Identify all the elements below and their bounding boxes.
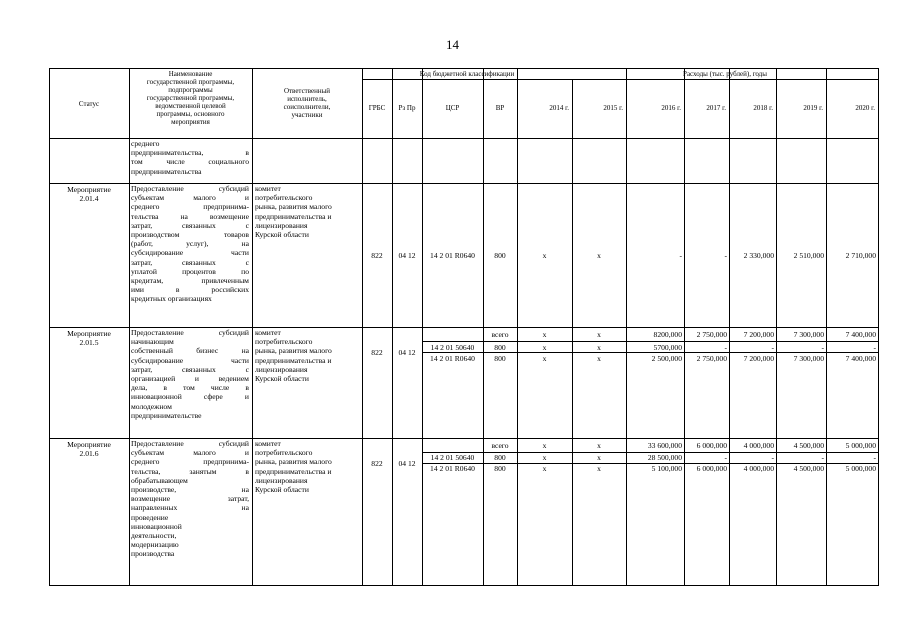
column-border (129, 68, 130, 586)
page-number: 14 (446, 37, 459, 52)
row-name-line: производстве, на (131, 485, 249, 494)
row-name-line: среднего предпринима- (131, 202, 249, 212)
header-year: 2019 г. (803, 104, 823, 112)
row-name-line: проведение (131, 512, 169, 522)
row-value: - (724, 343, 727, 352)
row-value: 7 200,000 (743, 330, 774, 339)
row-responsible-line: лицензирования (255, 220, 308, 230)
row-name-line: Предоставление субсидий (131, 439, 249, 448)
row-value: x (542, 441, 547, 450)
header-rzpr: Рз Пр (398, 104, 416, 112)
row-status: 2.01.6 (79, 449, 99, 459)
row-name-line: производства (131, 549, 175, 559)
row-name-line: Предоставление субсидий (131, 328, 249, 337)
row-name-line: собственный бизнес на (131, 346, 249, 356)
row-value: x (542, 354, 547, 363)
row-responsible-line: комитет (255, 328, 281, 337)
row-value: - (724, 453, 727, 462)
row-value: - (679, 251, 682, 260)
row-responsible-line: лицензирования (255, 475, 308, 485)
row-vr: всего (491, 441, 509, 450)
row-border (49, 585, 878, 586)
row-name-line: начинающим (131, 337, 174, 347)
row-grbs: 822 (371, 348, 383, 357)
row-status: Мероприятие (67, 185, 111, 194)
row-value: 2 500,000 (651, 354, 682, 363)
column-border (826, 68, 827, 586)
row-grbs: 822 (371, 251, 383, 260)
row-value: 4 500,000 (793, 441, 824, 450)
column-border (776, 68, 777, 586)
row-responsible-line: Курской области (255, 230, 309, 239)
header-status: Статус (78, 100, 100, 108)
subrow-border (422, 341, 878, 342)
row-vr: 800 (494, 464, 506, 473)
row-name-line: субсидирование части (131, 248, 249, 258)
row-value: 6 000,000 (696, 441, 727, 450)
row-value: - (821, 343, 824, 352)
row-responsible-line: Курской области (255, 485, 309, 494)
row-vr: 800 (494, 453, 506, 462)
row-value: 6 000,000 (696, 464, 727, 473)
row-value: - (771, 343, 774, 352)
row-name-line: возмещение затрат, (131, 494, 249, 504)
row-rzpr: 04 12 (398, 348, 416, 357)
row-responsible-line: предпринимательства и (255, 355, 332, 365)
row-name-line: инновационной сфере и (131, 392, 249, 402)
row-name-line: субъектам малого и (131, 448, 249, 458)
row-status: Мероприятие (67, 329, 111, 338)
row-responsible-line: предпринимательства и (255, 466, 332, 476)
row-responsible-line: потребительского (255, 448, 313, 458)
row-value: 2 750,000 (696, 354, 727, 363)
header-budget-code: Код бюджетной классификации (419, 70, 515, 78)
row-value: x (597, 330, 601, 339)
continued-name-line: среднего (131, 139, 160, 148)
column-border (684, 68, 685, 586)
row-value: 28 500,000 (647, 453, 682, 462)
column-border (626, 68, 627, 586)
row-csr: 14 2 01 R0640 (430, 354, 475, 363)
row-responsible-line: комитет (255, 184, 281, 193)
header-vr: ВР (495, 104, 505, 112)
header-year: 2018 г. (753, 104, 773, 112)
header-year: 2017 г. (706, 104, 726, 112)
row-vr: 800 (494, 251, 506, 260)
row-responsible-line: лицензирования (255, 364, 308, 374)
column-border (252, 68, 253, 586)
column-border (49, 68, 50, 586)
row-value: 5 100,000 (651, 464, 682, 473)
row-value: 8200,000 (653, 330, 682, 339)
row-value: 5 000,000 (845, 464, 876, 473)
row-value: 7 300,000 (793, 354, 824, 363)
row-responsible-line: комитет (255, 439, 281, 448)
row-value: x (542, 343, 547, 352)
row-vr: 800 (494, 343, 506, 352)
row-name-line: среднего предпринима- (131, 457, 249, 467)
header-name-line: ведомственной целевой (155, 102, 226, 110)
row-responsible-line: рынка, развития малого (255, 457, 332, 467)
header-year: 2016 г. (661, 104, 681, 112)
row-name-line: затрат, связанных с (131, 220, 249, 230)
row-status: Мероприятие (67, 440, 111, 449)
row-grbs: 822 (371, 459, 383, 468)
row-name-line: инновационной (131, 521, 182, 531)
row-vr: всего (491, 330, 509, 339)
row-responsible-line: предпринимательства и (255, 211, 332, 221)
header-year: 2014 г. (549, 104, 569, 112)
row-name-line: молодежном (131, 401, 172, 411)
row-name-line: ими в российских (131, 285, 249, 295)
row-name-line: тельства, занятым в (131, 466, 249, 476)
row-name-line: уплатой процентов по (131, 266, 249, 276)
header-name-line: Наименование (168, 70, 213, 78)
row-name-line: затрат, связанных с (131, 364, 249, 374)
row-name-line: (работ, услуг), на (131, 239, 249, 249)
row-value: - (873, 343, 876, 352)
row-status: 2.01.4 (79, 194, 99, 204)
row-value: x (597, 343, 601, 352)
header-name-line: государственной программы, (146, 78, 235, 86)
row-value: x (542, 453, 547, 462)
row-value: - (873, 453, 876, 462)
row-value: x (542, 330, 547, 339)
row-responsible-line: потребительского (255, 193, 313, 203)
row-name-line: предпринимательстве (131, 410, 202, 420)
row-responsible-line: Курской области (255, 374, 309, 383)
row-value: 4 000,000 (743, 464, 774, 473)
header-responsible-line: участники (291, 111, 323, 119)
header-name-line: подпрограммы (168, 86, 213, 94)
row-value: x (597, 464, 601, 473)
row-name-line: субъектам малого и (131, 193, 249, 203)
row-responsible-line: потребительского (255, 337, 313, 347)
row-value: 4 500,000 (793, 464, 824, 473)
row-value: x (597, 453, 601, 462)
row-value: 5 000,000 (845, 441, 876, 450)
row-name-line: производством товаров (131, 230, 249, 239)
row-value: 7 200,000 (743, 354, 774, 363)
header-responsible-line: Ответственный (283, 87, 331, 95)
row-value: 7 400,000 (845, 330, 876, 339)
header-year: 2020 г. (855, 104, 875, 112)
row-value: 2 330,000 (743, 251, 774, 260)
row-name-line: Предоставление субсидий (131, 184, 249, 193)
row-value: 5700,000 (653, 343, 682, 352)
header-expenses: Расходы (тыс. рублей), годы (683, 70, 767, 78)
row-value: x (597, 441, 601, 450)
row-border (49, 68, 878, 69)
header-responsible-line: исполнитель, (287, 95, 327, 103)
column-border (878, 68, 879, 586)
row-name-line: модернизацию (131, 540, 179, 550)
row-value: x (542, 251, 547, 260)
continued-name-line: предпринимательства (131, 166, 202, 176)
row-responsible-line: рынка, развития малого (255, 202, 332, 212)
row-value: - (771, 453, 774, 462)
header-csr: ЦСР (445, 104, 460, 112)
row-name-line: организацией и ведением (131, 374, 249, 383)
row-value: - (821, 453, 824, 462)
row-value: - (724, 251, 727, 260)
row-csr: 14 2 01 R0640 (430, 251, 475, 260)
column-border (392, 68, 393, 586)
header-grbs: ГРБС (368, 104, 386, 112)
row-value: 7 400,000 (845, 354, 876, 363)
row-value: 2 510,000 (793, 251, 824, 260)
row-responsible-line: рынка, развития малого (255, 346, 332, 356)
row-name-line: деятельности, (131, 531, 177, 540)
column-border (517, 68, 518, 586)
row-name-line: кредитам, привлеченным (131, 276, 249, 285)
row-name-line: дела, в том числе в (131, 383, 249, 393)
row-csr: 14 2 01 50640 (430, 453, 475, 462)
row-name-line: обрабатывающем (131, 475, 188, 485)
row-name-line: кредитных организациях (131, 294, 212, 304)
row-name-line: направленных на (131, 503, 249, 513)
row-value: 33 600,000 (647, 441, 682, 450)
continued-name-line: том числе социального (131, 157, 249, 167)
row-value: 4 000,000 (743, 441, 774, 450)
row-rzpr: 04 12 (398, 459, 416, 468)
header-year: 2015 г. (603, 104, 623, 112)
row-value: x (597, 354, 601, 363)
row-csr: 14 2 01 50640 (430, 343, 475, 352)
row-name-line: субсидирование части (131, 355, 249, 365)
row-name-line: тельства на возмещение (131, 211, 249, 221)
subheader-border (362, 79, 878, 80)
continued-name-line: предпринимательства, в (131, 148, 249, 158)
row-status: 2.01.5 (79, 338, 99, 348)
column-border (483, 68, 484, 586)
row-vr: 800 (494, 354, 506, 363)
column-border (362, 68, 363, 586)
column-border (729, 68, 730, 586)
header-name-line: государственной программы, (146, 94, 235, 102)
row-rzpr: 04 12 (398, 251, 416, 260)
header-responsible-line: соисполнители, (283, 103, 331, 111)
row-value: x (597, 251, 601, 260)
column-border (422, 68, 423, 586)
row-value: 7 300,000 (793, 330, 824, 339)
row-value: 2 710,000 (845, 251, 876, 260)
row-value: 2 750,000 (696, 330, 727, 339)
header-name-line: программы, основного (156, 110, 225, 118)
row-name-line: затрат, связанных с (131, 257, 249, 267)
header-name-line: мероприятия (171, 118, 210, 126)
row-csr: 14 2 01 R0640 (430, 464, 475, 473)
row-value: x (542, 464, 547, 473)
